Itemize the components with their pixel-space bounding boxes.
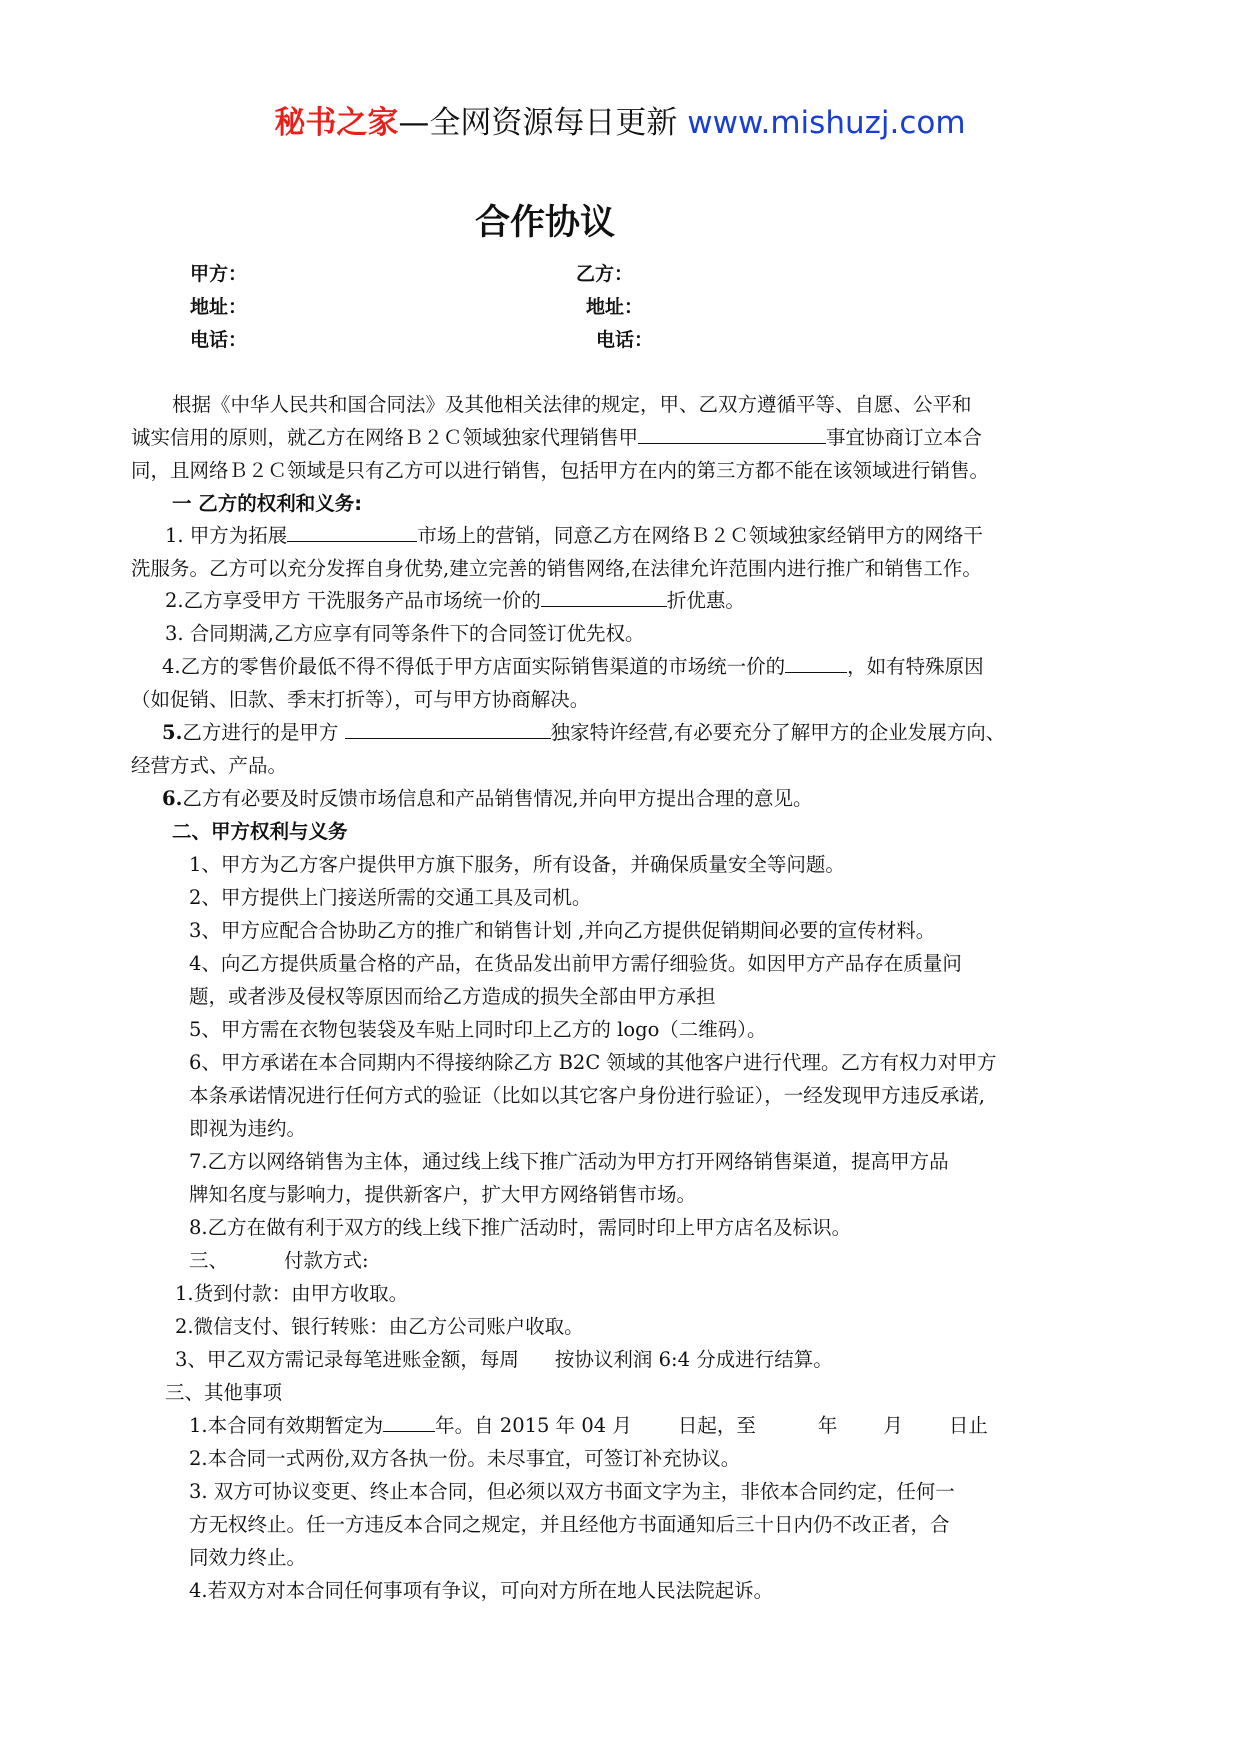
intro-line-2 [131, 422, 982, 455]
s3-item-3-b: 按协议利润 6:4 分成进行结算。 [554, 1348, 833, 1371]
blank-price-line [785, 652, 847, 673]
s1-item-2-a: 2.乙方享受甲方 干洗服务产品市场统一价的 [165, 589, 541, 612]
brand-name: 秘书之家 [274, 105, 399, 141]
s4-item-1 [189, 1410, 988, 1443]
s1-item-2 [165, 585, 745, 618]
s1-item-4-a: 4.乙方的零售价最低不得不得低于甲方店面实际销售渠道的市场统一价的 [162, 655, 786, 678]
s4-item-1-b: 年。自 2015 年 04 月 [435, 1414, 632, 1437]
s3-item-3 [175, 1344, 833, 1377]
header-dash: — [398, 105, 430, 141]
s1-item-5 [162, 717, 1005, 750]
s4-item-1-e: 月 [883, 1414, 903, 1437]
site-header [0, 103, 1240, 143]
s1-item-5-a: 乙方进行的是甲方 [182, 721, 345, 744]
s1-item-5-b: 独家特许经营,有必要充分了解甲方的企业发展方向、 [550, 721, 1006, 744]
s4-item-1-a: 1.本合同有效期暂定为 [189, 1414, 384, 1437]
section-4-heading: 三、其他事项 [165, 1381, 283, 1404]
s1-item-1-a: 1. 甲方为拓展 [165, 524, 288, 547]
s2-item-5: 5、甲方需在衣物包装袋及车贴上同时印上乙方的 logo（二维码）。 [189, 1018, 767, 1041]
section-2-heading: 二、甲方权利与义务 [172, 820, 348, 843]
s1-item-1-b: 市场上的营销，同意乙方在网络Ｂ２Ｃ领域独家经销甲方的网络干 [417, 524, 983, 547]
blank-market-line [287, 521, 417, 542]
s2-item-8: 8.乙方在做有利于双方的线上线下推广活动时，需同时印上甲方店名及标识。 [189, 1216, 852, 1239]
s3-item-1: 1.货到付款：由甲方收取。 [175, 1282, 409, 1305]
s2-item-7-b: 牌知名度与影响力，提供新客户，扩大甲方网络销售市场。 [189, 1183, 697, 1206]
s1-item-6-text: 乙方有必要及时反馈市场信息和产品销售情况,并向甲方提出合理的意见。 [182, 787, 813, 810]
s4-item-3-a: 3. 双方可协议变更、终止本合同，但必须以双方书面文字为主，非依本合同约定，任何一 [189, 1480, 955, 1503]
s2-item-3: 3、甲方应配合合协助乙方的推广和销售计划 ,并向乙方提供促销期间必要的宣传材料。 [189, 919, 936, 942]
s1-item-2-b: 折优惠。 [666, 589, 745, 612]
s1-item-5-c: 经营方式、产品。 [131, 754, 288, 777]
s2-item-2: 2、甲方提供上门接送所需的交通工具及司机。 [189, 886, 592, 909]
intro-line-2-b: 事宜协商订立本合 [826, 426, 983, 449]
party-b-label: 乙方： [576, 263, 634, 285]
s4-item-3-c: 同效力终止。 [189, 1546, 307, 1569]
s4-item-1-f: 日止 [948, 1414, 988, 1437]
s2-item-7-a: 7.乙方以网络销售为主体，通过线上线下推广活动为甲方打开网络销售渠道，提高甲方品 [189, 1150, 949, 1173]
s1-item-5-num: 5. [162, 721, 183, 744]
phone-b-label: 电话： [596, 329, 654, 351]
party-a-label: 甲方： [190, 263, 248, 285]
intro-line-3: 同，且网络Ｂ２Ｃ领域是只有乙方可以进行销售，包括甲方在内的第三方都不能在该领域进行销售。 [131, 459, 990, 482]
s3-item-2: 2.微信支付、银行转账：由乙方公司账户收取。 [175, 1315, 584, 1338]
s1-item-1-c: 洗服务。乙方可以充分发挥自身优势,建立完善的销售网络,在法律允许范围内进行推广和销售工作。 [131, 557, 982, 580]
document-title: 合作协议 [474, 202, 615, 243]
s2-item-4-b: 题，或者涉及侵权等原因而给乙方造成的损失全部由甲方承担 [189, 985, 716, 1008]
s2-item-6-a: 6、甲方承诺在本合同期内不得接纳除乙方 B2C 领域的其他客户进行代理。乙方有权力对甲方 [189, 1051, 997, 1074]
s4-item-4: 4.若双方对本合同任何事项有争议，可向对方所在地人民法院起诉。 [189, 1579, 774, 1602]
s2-item-4-a: 4、向乙方提供质量合格的产品，在货品发出前甲方需仔细验货。如因甲方产品存在质量问 [189, 952, 962, 975]
s4-item-1-d: 年 [817, 1414, 838, 1437]
s1-item-4 [162, 651, 984, 684]
header-tagline: 全网资源每日更新 [429, 105, 678, 141]
s1-item-3: 3. 合同期满,乙方应享有同等条件下的合同签订优先权。 [165, 622, 645, 645]
s1-item-4-b: ，如有特殊原因 [847, 655, 984, 678]
s4-item-2: 2.本合同一式两份,双方各执一份。未尽事宜，可签订补充协议。 [189, 1447, 741, 1470]
s2-item-6-b: 本条承诺情况进行任何方式的验证（比如以其它客户身份进行验证），一经发现甲方违反承诺, [189, 1084, 985, 1107]
blank-discount-line [541, 586, 667, 607]
blank-product-line [638, 423, 826, 444]
intro-line-1: 根据《中华人民共和国合同法》及其他相关法律的规定，甲、乙双方遵循平等、自愿、公平和 [172, 393, 972, 416]
s2-item-1: 1、甲方为乙方客户提供甲方旗下服务，所有设备，并确保质量安全等问题。 [189, 853, 845, 876]
phone-a-label: 电话： [190, 329, 248, 351]
section-3-heading-text: 付款方式: [284, 1249, 369, 1272]
s3-item-3-a: 3、甲乙双方需记录每笔进账金额，每周 [175, 1348, 519, 1371]
s1-item-1 [165, 520, 983, 553]
blank-franchise-line [345, 718, 551, 739]
blank-term-years [383, 1411, 435, 1432]
address-b-label: 地址： [586, 296, 644, 318]
header-url-link[interactable]: www.mishuzj.com [687, 105, 966, 141]
s1-item-6-num: 6. [162, 787, 183, 810]
section-1-heading: 一 乙方的权利和义务: [172, 492, 363, 515]
s4-item-3-b: 方无权终止。任一方违反本合同之规定，并且经他方书面通知后三十日内仍不改正者，合 [189, 1513, 950, 1536]
section-3-heading [189, 1245, 369, 1278]
section-3-heading-num: 三、 [189, 1249, 229, 1272]
s1-item-6 [162, 783, 813, 816]
s1-item-4-c: （如促销、旧款、季末打折等），可与甲方协商解决。 [131, 688, 590, 711]
intro-line-2-a: 诚实信用的原则，就乙方在网络Ｂ２Ｃ领域独家代理销售甲 [131, 426, 639, 449]
s2-item-6-c: 即视为违约。 [189, 1117, 307, 1140]
address-a-label: 地址： [190, 296, 248, 318]
s4-item-1-c: 日起，至 [677, 1414, 756, 1437]
